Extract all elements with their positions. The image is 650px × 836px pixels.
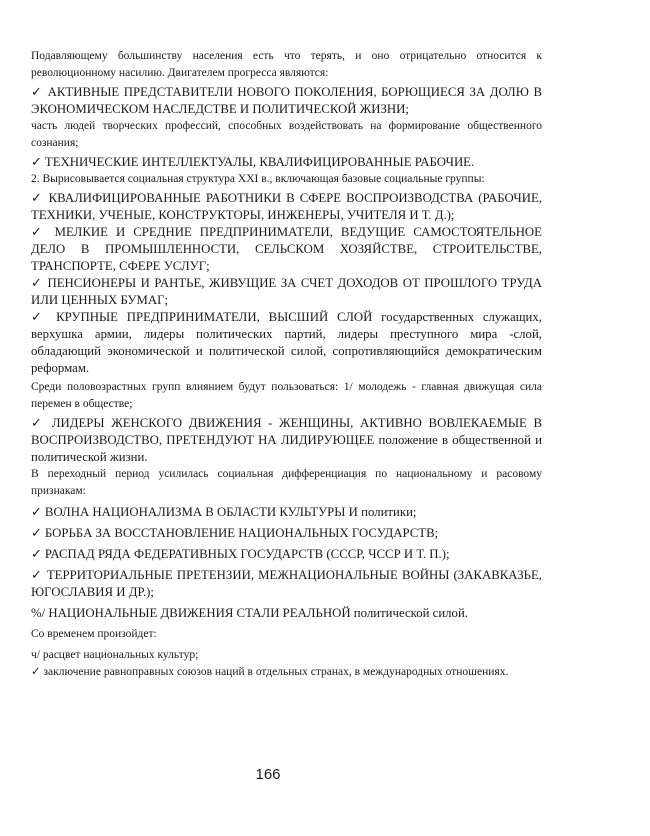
bullet-equal-unions: ✓ заключение равноправных союзов наций в отдельных странах, в международных отношениях. xyxy=(31,666,509,678)
bullet-national-cultures: ч/ расцвет национальных культур; xyxy=(31,649,199,661)
bullet-small-entrepreneurs: ✓ МЕЛКИЕ И СРЕДНИЕ ПРЕДПРИНИМАТЕЛИ, ВЕДУЩИЕ САМОСТОЯТЕЛЬНОЕ ДЕЛО В ПРОМЫШЛЕННОСТИ, СЕЛЬСКОМ ХОЗЯЙСТВЕ, СТРОИТЕЛЬСТВЕ, ТРАНСПОРТЕ, СФЕРЕ УСЛУГ; xyxy=(31,225,542,273)
paragraph-1: Подавляющему большинству населения есть что терять, и оно отрицательно относится к революционному насилию. Двигателем прогресса являются: xyxy=(31,50,542,79)
bullet-national-movements: %/ НАЦИОНАЛЬНЫЕ ДВИЖЕНИЯ СТАЛИ РЕАЛЬНОЙ политической силой. xyxy=(31,606,468,620)
bullet-federations-collapse: ✓ РАСПАД РЯДА ФЕДЕРАТИВНЫХ ГОСУДАРСТВ (СССР, ЧССР И Т. П.); xyxy=(31,547,450,561)
page-number: 166 xyxy=(255,766,281,783)
bullet-new-generation: ✓ АКТИВНЫЕ ПРЕДСТАВИТЕЛИ НОВОГО ПОКОЛЕНИЯ, БОРЮЩИЕСЯ ЗА ДОЛЮ В ЭКОНОМИЧЕСКОМ НАСЛЕДСТВЕ И ПОЛИТИЧЕСКОЙ ЖИЗНИ; xyxy=(31,85,542,116)
paragraph-transition-period: В переходный период усилилась социальная дифференциация по национальному и расовому признакам: xyxy=(31,468,542,497)
bullet-nationalism-wave: ✓ ВОЛНА НАЦИОНАЛИЗМА В ОБЛАСТИ КУЛЬТУРЫ И политики; xyxy=(31,505,417,519)
paragraph-over-time: Со временем произойдет: xyxy=(31,628,157,640)
bullet-large-entrepreneurs: ✓ КРУПНЫЕ ПРЕДПРИНИМАТЕЛИ, ВЫСШИЙ СЛОЙ государственных служащих, верхушка армии, лидеры политических партий, лидеры преступного мира -слой, обладающий экономической и политической силой, сопротивляющийся демократическим реформам. xyxy=(31,310,542,375)
bullet-qualified-workers: ✓ КВАЛИФИЦИРОВАННЫЕ РАБОТНИКИ В СФЕРЕ ВОСПРОИЗВОДСТВА (РАБОЧИЕ, ТЕХНИКИ, УЧЕНЫЕ, КОНСТРУКТОРЫ, ИНЖЕНЕРЫ, УЧИТЕЛЯ И Т. Д.); xyxy=(31,191,542,222)
document-page xyxy=(31,48,542,681)
bullet-pensioners: ✓ ПЕНСИОНЕРЫ И РАНТЬЕ, ЖИВУЩИЕ ЗА СЧЕТ ДОХОДОВ ОТ ПРОШЛОГО ТРУДА ИЛИ ЦЕННЫХ БУМАГ; xyxy=(31,276,542,307)
bullet-territorial-claims: ✓ ТЕРРИТОРИАЛЬНЫЕ ПРЕТЕНЗИИ, МЕЖНАЦИОНАЛЬНЫЕ ВОЙНЫ (ЗАКАВКАЗЬЕ, ЮГОСЛАВИЯ И ДР.); xyxy=(31,568,542,599)
paragraph-social-structure: 2. Вырисовывается социальная структура XXI в., включающая базовые социальные группы: xyxy=(31,173,485,185)
bullet-womens-movement: ✓ ЛИДЕРЫ ЖЕНСКОГО ДВИЖЕНИЯ - ЖЕНЩИНЫ, АКТИВНО ВОВЛЕКАЕМЫЕ В ВОСПРОИЗВОДСТВО, ПРЕТЕНДУЮТ НА ЛИДИРУЮЩЕЕ положение в общественной и политической жизни. xyxy=(31,416,542,464)
bullet-technical-intellectuals: ✓ ТЕХНИЧЕСКИЕ ИНТЕЛЛЕКТУАЛЫ, КВАЛИФИЦИРОВАННЫЕ РАБОЧИЕ. xyxy=(31,155,475,169)
bullet-national-states: ✓ БОРЬБА ЗА ВОССТАНОВЛЕНИЕ НАЦИОНАЛЬНЫХ ГОСУДАРСТВ; xyxy=(31,526,439,540)
paragraph-creative-professions: часть людей творческих профессий, способных воздействовать на формирование общественного сознания; xyxy=(31,120,542,149)
paragraph-age-groups: Среди половозрастных групп влиянием будут пользоваться: 1/ молодежь - главная движущая сила перемен в обществе; xyxy=(31,381,542,410)
